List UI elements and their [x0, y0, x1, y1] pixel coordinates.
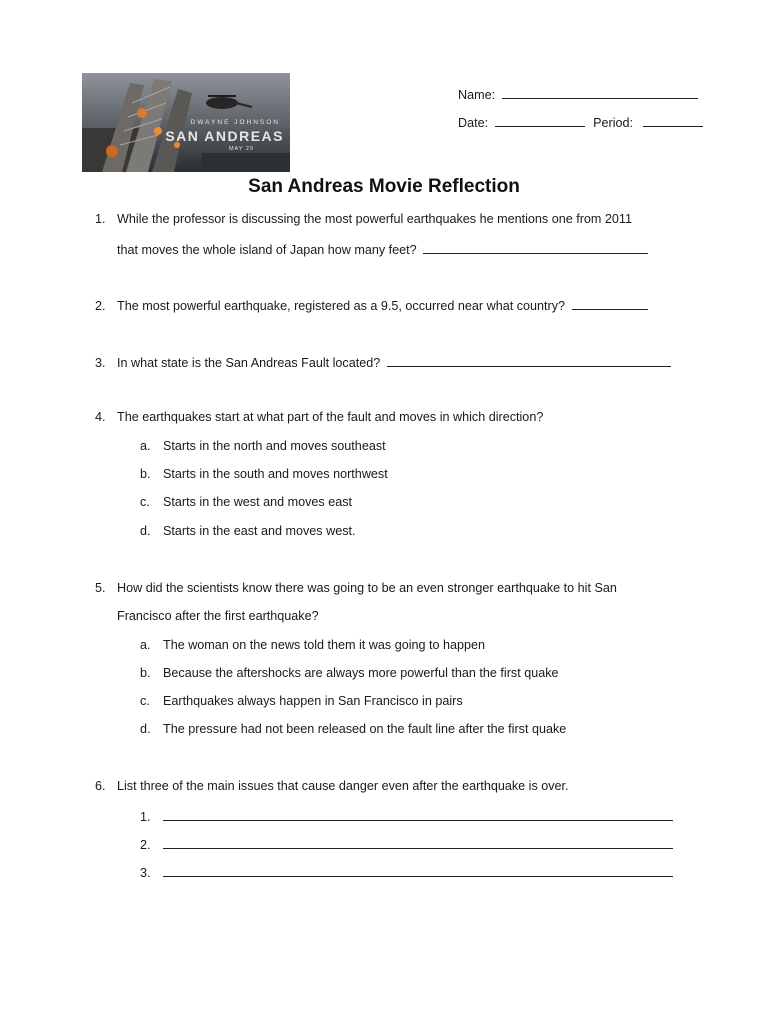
answer-blank[interactable] [163, 836, 673, 849]
option-letter: b. [140, 467, 151, 481]
option-text: Starts in the north and moves southeast [163, 439, 386, 453]
name-row [458, 86, 698, 102]
poster-release-date: MAY 29 [228, 146, 254, 152]
question-text: While the professor is discussing the most powerful earthquakes he mentions one from 2011 [117, 212, 632, 226]
poster-credit-text: DWAYNE JOHNSON [190, 119, 280, 126]
question-1-continued [117, 241, 648, 257]
list-number: 1. [140, 810, 151, 824]
question-number: 1. [95, 212, 106, 226]
option-letter: d. [140, 524, 151, 538]
answer-blank[interactable] [163, 808, 673, 821]
answer-blank[interactable] [423, 241, 648, 254]
name-label: Name: [458, 88, 496, 102]
page-title: San Andreas Movie Reflection [248, 176, 520, 197]
answer-blank[interactable] [387, 354, 671, 367]
option-letter: d. [140, 722, 151, 736]
question-number: 4. [95, 410, 106, 424]
period-blank[interactable] [643, 114, 703, 127]
question-6 [95, 779, 569, 793]
option-item[interactable] [140, 666, 559, 680]
option-item[interactable] [140, 495, 352, 509]
list-answer-item [140, 864, 673, 880]
question-number: 2. [95, 299, 106, 313]
option-text: The pressure had not been released on the fault line after the first quake [163, 722, 567, 736]
answer-blank[interactable] [572, 297, 648, 310]
period-label: Period: [593, 116, 634, 130]
answer-blank[interactable] [163, 864, 673, 877]
question-number: 5. [95, 581, 106, 595]
question-4 [95, 410, 543, 424]
option-text: Starts in the east and moves west. [163, 524, 356, 538]
date-label: Date: [458, 116, 489, 130]
question-3 [95, 354, 671, 370]
question-5 [95, 581, 617, 595]
option-text: Earthquakes always happen in San Francisco in pairs [163, 694, 463, 708]
list-number: 2. [140, 838, 151, 852]
list-answer-item [140, 808, 673, 824]
question-text: The most powerful earthquake, registered as a 9.5, occurred near what country? [117, 299, 566, 313]
question-text: Francisco after the first earthquake? [117, 609, 319, 623]
question-number: 6. [95, 779, 106, 793]
question-text: that moves the whole island of Japan how many feet? [117, 243, 417, 257]
option-letter: a. [140, 439, 151, 453]
option-item[interactable] [140, 467, 388, 481]
option-text: Because the aftershocks are always more powerful than the first quake [163, 666, 559, 680]
date-period-row [458, 114, 703, 130]
question-text: The earthquakes start at what part of the fault and moves in which direction? [117, 410, 544, 424]
option-letter: b. [140, 666, 151, 680]
option-text: Starts in the west and moves east [163, 495, 352, 509]
movie-poster-image [82, 73, 290, 172]
date-blank[interactable] [495, 114, 585, 127]
option-text: Starts in the south and moves northwest [163, 467, 388, 481]
option-letter: c. [140, 694, 150, 708]
option-item[interactable] [140, 722, 566, 736]
option-item[interactable] [140, 439, 386, 453]
list-answer-item [140, 836, 673, 852]
option-letter: c. [140, 495, 150, 509]
option-text: The woman on the news told them it was going to happen [163, 638, 486, 652]
option-item[interactable] [140, 638, 485, 652]
question-text: How did the scientists know there was going to be an even stronger earthquake to hit San [117, 581, 617, 595]
question-text: In what state is the San Andreas Fault located? [117, 356, 381, 370]
question-text: List three of the main issues that cause danger even after the earthquake is over. [117, 779, 569, 793]
option-item[interactable] [140, 694, 463, 708]
list-number: 3. [140, 866, 151, 880]
question-number: 3. [95, 356, 106, 370]
question-1 [95, 212, 632, 226]
name-blank[interactable] [502, 86, 698, 99]
option-letter: a. [140, 638, 151, 652]
poster-movie-title: SAN ANDREAS [165, 128, 284, 144]
question-5-continued [117, 609, 319, 623]
question-2 [95, 297, 648, 313]
option-item[interactable] [140, 524, 356, 538]
